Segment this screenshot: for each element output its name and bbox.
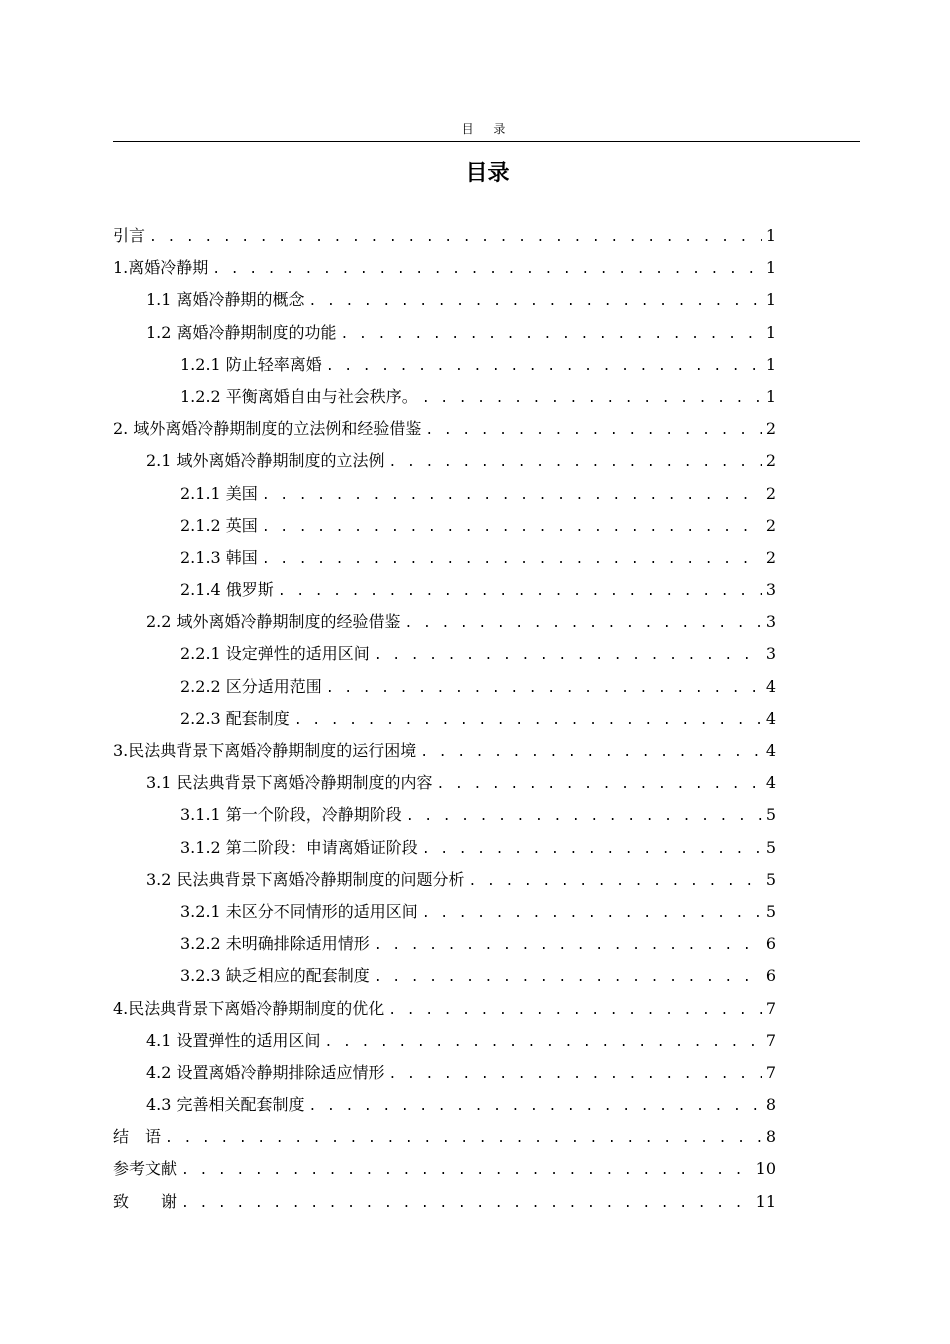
toc-leader-dots (149, 222, 762, 254)
toc-entry-page: 5 (765, 901, 776, 921)
toc-entry-label: 3.1.1 第一个阶段，冷静期阶段 (180, 805, 402, 825)
toc-entry-label: 结 语 (113, 1127, 162, 1147)
toc-leader-dots (374, 962, 762, 994)
toc-entry-label: 2.1.1 美国 (180, 483, 258, 503)
toc-entry[interactable] (113, 767, 776, 799)
toc-leader-dots (309, 1091, 762, 1123)
page-title: 目录 (465, 161, 510, 186)
toc-entry[interactable] (113, 832, 776, 864)
toc-leader-dots (469, 866, 762, 898)
toc-entry-label: 3.2.3 缺乏相应的配套制度 (180, 966, 370, 986)
toc-entry-label: 1.离婚冷静期 (113, 258, 209, 278)
toc-entry-label: 4.民法典背景下离婚冷静期制度的优化 (113, 998, 385, 1018)
toc-entry-page: 2 (765, 547, 776, 567)
toc-entry-label: 2.1.4 俄罗斯 (180, 580, 274, 600)
toc-entry-label: 3.2 民法典背景下离婚冷静期制度的问题分析 (146, 869, 465, 889)
toc-leader-dots (262, 544, 762, 576)
toc-entry-label: 2.2.1 设定弹性的适用区间 (180, 644, 370, 664)
toc-leader-dots (389, 447, 762, 479)
toc-entry[interactable] (113, 1186, 776, 1218)
toc-entry-label: 致 谢 (113, 1191, 178, 1211)
toc-entry[interactable] (113, 960, 776, 992)
toc-entry[interactable] (113, 542, 776, 574)
toc-leader-dots (181, 1155, 752, 1187)
toc-entry[interactable] (113, 574, 776, 606)
toc-entry[interactable] (113, 413, 776, 445)
toc-entry-label: 4.3 完善相关配套制度 (146, 1095, 305, 1115)
toc-leader-dots (325, 1027, 762, 1059)
toc-entry-page: 4 (765, 708, 776, 728)
toc-entry-page: 4 (765, 676, 776, 696)
toc-entry-page: 5 (765, 869, 776, 889)
toc-leader-dots (294, 705, 762, 737)
toc-entry-page: 6 (765, 934, 776, 954)
toc-leader-dots (422, 383, 762, 415)
toc-entry[interactable] (113, 1025, 776, 1057)
toc-leader-dots (374, 930, 762, 962)
toc-entry[interactable] (113, 896, 776, 928)
toc-entry[interactable] (113, 252, 776, 284)
toc-entry-page: 1 (765, 354, 776, 374)
header-rule (113, 141, 860, 142)
toc-leader-dots (389, 1059, 762, 1091)
toc-entry-page: 3 (765, 612, 776, 632)
toc-entry-page: 7 (765, 1030, 776, 1050)
toc-entry-label: 2.2.3 配套制度 (180, 708, 290, 728)
toc-entry-label: 3.2.1 未区分不同情形的适用区间 (180, 901, 418, 921)
toc-entry-page: 8 (765, 1095, 776, 1115)
toc-entry-page: 11 (755, 1191, 776, 1211)
toc-leader-dots (262, 480, 762, 512)
toc-entry[interactable] (113, 317, 776, 349)
toc-leader-dots (309, 286, 762, 318)
toc-leader-dots (341, 319, 762, 351)
toc-entry[interactable] (113, 671, 776, 703)
toc-entry-page: 4 (765, 773, 776, 793)
toc-leader-dots (181, 1188, 752, 1220)
table-of-contents (113, 220, 776, 1218)
toc-entry-label: 4.2 设置离婚冷静期排除适应情形 (146, 1062, 385, 1082)
toc-entry-label: 2.2.2 区分适用范围 (180, 676, 322, 696)
toc-leader-dots (422, 898, 762, 930)
toc-entry-page: 7 (765, 1062, 776, 1082)
toc-entry-label: 1.1 离婚冷静期的概念 (146, 290, 305, 310)
toc-entry-page: 10 (755, 1159, 776, 1179)
toc-leader-dots (374, 640, 762, 672)
toc-entry-label: 2.1 域外离婚冷静期制度的立法例 (146, 451, 385, 471)
toc-entry-page: 7 (765, 998, 776, 1018)
toc-entry-page: 3 (765, 644, 776, 664)
toc-leader-dots (437, 769, 762, 801)
toc-leader-dots (165, 1123, 762, 1155)
toc-entry-page: 2 (765, 515, 776, 535)
toc-entry[interactable] (113, 1089, 776, 1121)
toc-entry[interactable] (113, 1121, 776, 1153)
toc-leader-dots (326, 351, 762, 383)
toc-entry-page: 1 (765, 258, 776, 278)
toc-entry-page: 5 (765, 837, 776, 857)
toc-entry-label: 2.1.3 韩国 (180, 547, 258, 567)
toc-entry-label: 2.1.2 英国 (180, 515, 258, 535)
toc-entry-page: 8 (765, 1127, 776, 1147)
toc-entry-label: 3.2.2 未明确排除适用情形 (180, 934, 370, 954)
toc-leader-dots (388, 995, 762, 1027)
toc-entry-label: 3.1.2 第二阶段：申请离婚证阶段 (180, 837, 418, 857)
toc-entry-label: 3.民法典背景下离婚冷静期制度的运行困境 (113, 741, 417, 760)
toc-entry-label: 1.2.2 平衡离婚自由与社会秩序。 (180, 386, 418, 406)
toc-entry-page: 1 (765, 290, 776, 310)
toc-entry-page: 2 (765, 451, 776, 471)
toc-entry[interactable] (113, 220, 776, 252)
toc-leader-dots (425, 415, 761, 447)
toc-entry-label: 2.2 域外离婚冷静期制度的经验借鉴 (146, 612, 401, 632)
toc-entry-label: 4.1 设置弹性的适用区间 (146, 1030, 321, 1050)
toc-entry-page: 5 (765, 805, 776, 825)
toc-entry-page: 1 (765, 322, 776, 342)
toc-entry[interactable] (113, 703, 776, 735)
toc-entry[interactable] (113, 381, 776, 413)
toc-entry[interactable] (113, 928, 776, 960)
toc-entry-label: 参考文献 (113, 1159, 178, 1179)
toc-entry[interactable] (113, 864, 776, 896)
running-header: 目 录 (461, 122, 514, 136)
toc-entry[interactable] (113, 284, 776, 316)
toc-leader-dots (405, 608, 762, 640)
toc-entry-page: 4 (765, 741, 776, 760)
toc-entry-page: 6 (765, 966, 776, 986)
toc-leader-dots (420, 737, 762, 769)
toc-entry-page: 3 (765, 580, 776, 600)
toc-entry-page: 1 (765, 386, 776, 406)
toc-leader-dots (278, 576, 762, 608)
toc-entry[interactable] (113, 1153, 776, 1185)
toc-entry[interactable] (113, 510, 776, 542)
toc-entry-page: 1 (765, 226, 776, 245)
toc-leader-dots (326, 673, 762, 705)
toc-entry[interactable] (113, 638, 776, 670)
toc-entry[interactable] (113, 445, 776, 477)
toc-entry-label: 3.1 民法典背景下离婚冷静期制度的内容 (146, 773, 433, 793)
toc-entry-label: 1.2.1 防止轻率离婚 (180, 354, 322, 374)
toc-entry[interactable] (113, 993, 776, 1025)
toc-entry[interactable] (113, 349, 776, 381)
toc-entry[interactable] (113, 735, 776, 767)
toc-leader-dots (262, 512, 762, 544)
toc-entry[interactable] (113, 799, 776, 831)
toc-leader-dots (212, 254, 762, 286)
toc-entry[interactable] (113, 478, 776, 510)
toc-entry-label: 2. 域外离婚冷静期制度的立法例和经验借鉴 (113, 419, 422, 439)
toc-entry-page: 2 (765, 419, 776, 439)
toc-entry-label: 引言 (113, 226, 146, 245)
toc-entry-page: 2 (765, 483, 776, 503)
toc-entry[interactable] (113, 1057, 776, 1089)
toc-leader-dots (422, 834, 762, 866)
toc-entry[interactable] (113, 606, 776, 638)
toc-entry-label: 1.2 离婚冷静期制度的功能 (146, 322, 337, 342)
toc-leader-dots (406, 801, 762, 833)
